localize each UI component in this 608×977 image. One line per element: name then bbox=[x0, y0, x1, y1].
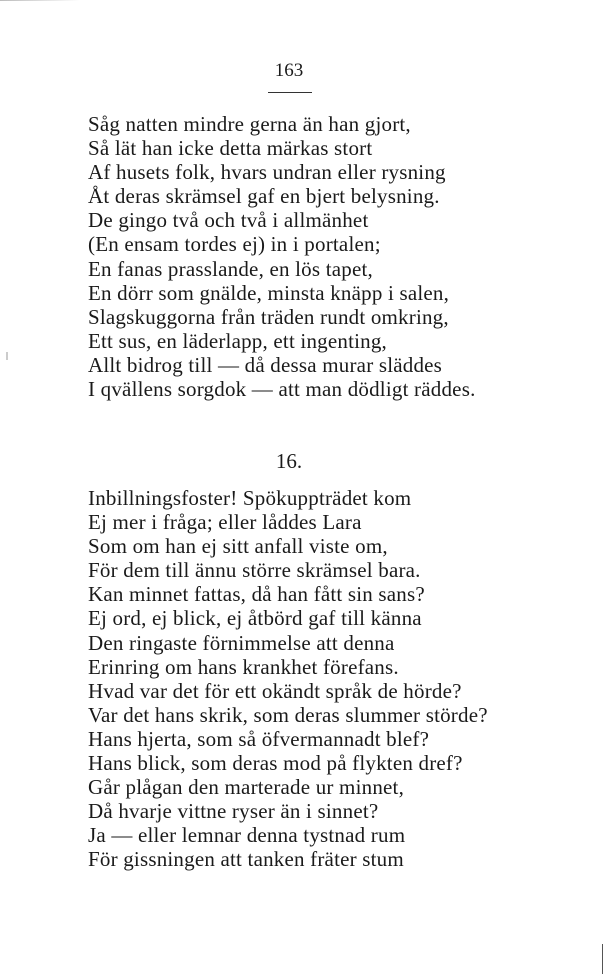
stanza-1 bbox=[88, 112, 476, 401]
page-number: 163 bbox=[274, 60, 304, 81]
verse-line: En fanas prasslande, en lös tapet, bbox=[88, 256, 373, 281]
verse-line: Var det hans skrik, som deras slummer störde? bbox=[88, 702, 488, 727]
verse-line: Så lät han icke detta märkas stort bbox=[88, 136, 373, 161]
verse-line: Af husets folk, hvars undran eller rysning bbox=[88, 160, 446, 185]
scan-artifact-margin bbox=[6, 352, 8, 360]
verse-line: Ej mer i fråga; eller låddes Lara bbox=[88, 510, 362, 535]
verse-line: Allt bidrog till — då dessa murar släddes bbox=[88, 352, 443, 377]
verse-line: Erinring om hans krankhet förefans. bbox=[88, 654, 399, 679]
verse-line: Den ringaste förnimmelse att denna bbox=[88, 630, 395, 655]
stanza-2 bbox=[88, 486, 488, 872]
verse-line: Hvad var det för ett okändt språk de hörde? bbox=[88, 678, 462, 703]
page-number-underline bbox=[268, 92, 312, 93]
scan-artifact-top bbox=[0, 0, 80, 1]
verse-line: Slagskuggorna från träden rundt omkring, bbox=[88, 304, 449, 329]
section-number: 16. bbox=[275, 449, 303, 473]
verse-line: En dörr som gnälde, minsta knäpp i salen, bbox=[88, 280, 450, 305]
verse-line: De gingo två och två i allmänhet bbox=[88, 208, 369, 233]
verse-line: Som om han ej sitt anfall viste om, bbox=[88, 534, 388, 559]
verse-line: Såg natten mindre gerna än han gjort, bbox=[88, 112, 411, 136]
verse-line: För gissningen att tanken fräter stum bbox=[88, 847, 404, 872]
verse-line: Inbillningsfoster! Spökuppträdet kom bbox=[88, 486, 412, 510]
verse-line: Ett sus, en läderlapp, ett ingenting, bbox=[88, 328, 388, 353]
verse-line: Ja — eller lemnar denna tystnad rum bbox=[88, 823, 406, 848]
verse-line: För dem till ännu större skrämsel bara. bbox=[88, 558, 421, 583]
verse-line: Hans blick, som deras mod på flykten dref? bbox=[88, 751, 463, 776]
verse-line: (En ensam tordes ej) in i portalen; bbox=[88, 232, 381, 257]
verse-line: Går plågan den marterade ur minnet, bbox=[88, 775, 405, 800]
verse-line: I qvällens sorgdok — att man dödligt räddes. bbox=[88, 377, 476, 402]
verse-line: Hans hjerta, som så öfvermannadt blef? bbox=[88, 726, 430, 751]
verse-line: Åt deras skrämsel gaf en bjert belysning. bbox=[88, 184, 440, 209]
scan-artifact-edge bbox=[602, 944, 603, 974]
verse-line: Ej ord, ej blick, ej åtbörd gaf till känna bbox=[88, 606, 422, 631]
verse-line: Kan minnet fattas, då han fått sin sans? bbox=[88, 582, 425, 607]
verse-line: Då hvarje vittne ryser än i sinnet? bbox=[88, 799, 379, 824]
